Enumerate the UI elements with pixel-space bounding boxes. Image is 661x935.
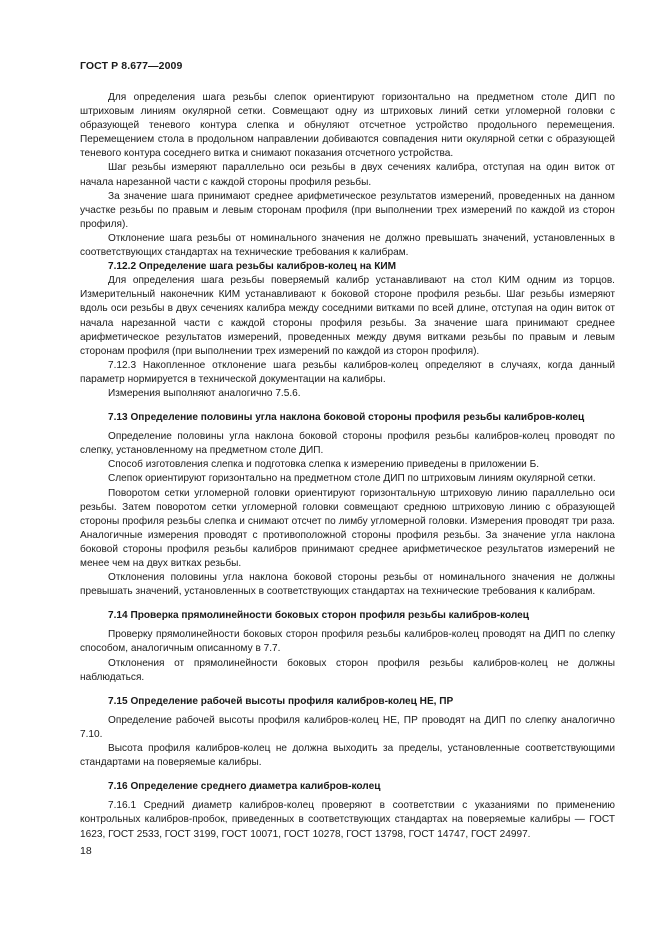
paragraph: 7.12.3 Накопленное отклонение шага резьбы калибров-колец определяют в случаях, когда данный параметр нормируется в технической документации на калибры. bbox=[80, 359, 615, 385]
paragraph: Определение половины угла наклона боковой стороны профиля резьбы калибров-колец проводят по слепку, установленному на предметном столе ДИП. bbox=[80, 431, 615, 457]
paragraph: 7.16.1 Средний диаметр калибров-колец проверяют в соответствии с указаниями по применению контрольных калибров-пробок, приведенных в соответствующих стандартах на поверяемые калибры — ГОСТ 1623, ГОСТ 2533, ГОСТ 3199, ГОСТ 10071, ГОСТ 10278, ГОСТ 13798, ГОСТ 14747, ГОСТ 24997. bbox=[80, 800, 615, 840]
section-heading: 7.13 Определение половины угла наклона боковой стороны профиля резьбы калибров-колец bbox=[108, 412, 585, 424]
page-number: 18 bbox=[80, 845, 92, 857]
paragraph: Поворотом сетки угломерной головки ориентируют горизонтальную штриховую линию параллельно оси резьбы. Затем поворотом сетки угломерной головки совмещают среднюю штриховую линию с образующей стороны профиля резьбы слепка и снимают отсчет по лимбу угломерной головки. Измерения проводят три раза. Аналогичные измерения проводят с противоположной стороны профиля резьбы. За значение угла наклона боковой стороны профиля резьбы калибров принимают среднее арифметическое результатов измерений не менее чем на двух витках резьбы. bbox=[80, 487, 615, 569]
paragraph: Слепок ориентируют горизонтально на предметном столе ДИП по штриховым линиям окулярной сетки. bbox=[108, 473, 596, 485]
paragraph: Способ изготовления слепка и подготовка слепка к измерению приведены в приложении Б. bbox=[108, 459, 539, 471]
document-header: ГОСТ Р 8.677—2009 bbox=[80, 60, 183, 72]
document-body bbox=[80, 91, 615, 842]
subsection-heading: 7.12.2 Определение шага резьбы калибров-колец на КИМ bbox=[108, 261, 397, 273]
paragraph: Для определения шага резьбы поверяемый калибр устанавливают на стол КИМ одним из торцов. Измерительный наконечник КИМ устанавливают к боковой стороне профиля резьбы. Шаг резьбы измеряют вдоль оси резьбы в двух сечениях калибра между соседними витками по всей длине, отступая на один виток от начала нарезанной части с каждой стороны профиля резьбы. За значение шага принимают среднее арифметическое результатов измерений, проведенных между двумя витками резьбы по правым и левым сторонам профиля (при выполнении трех измерений по каждой из сторон профиля). bbox=[80, 275, 615, 357]
paragraph: Отклонение шага резьбы от номинального значения не должно превышать значений, установленных в соответствующих стандартах на технические требования к калибрам. bbox=[80, 232, 615, 259]
paragraph: Отклонения от прямолинейности боковых сторон профиля резьбы калибров-колец не должны наблюдаться. bbox=[80, 657, 615, 683]
section-heading: 7.15 Определение рабочей высоты профиля калибров-колец НЕ, ПР bbox=[108, 695, 454, 707]
section-heading: 7.16 Определение среднего диаметра калибров-колец bbox=[108, 781, 381, 793]
paragraph: Определение рабочей высоты профиля калибров-колец НЕ, ПР проводят на ДИП по слепку аналогично 7.10. bbox=[80, 714, 615, 740]
paragraph: Измерения выполняют аналогично 7.5.6. bbox=[108, 387, 301, 399]
paragraph: Шаг резьбы измеряют параллельно оси резьбы в двух сечениях калибра, отступая на один виток от начала нарезанной части с каждой стороны профиля резьбы. bbox=[80, 162, 615, 188]
paragraph: Проверку прямолинейности боковых сторон профиля резьбы калибров-колец проводят на ДИП по слепку способом, аналогичным описанному в 7.7. bbox=[80, 629, 615, 655]
paragraph: Отклонения половины угла наклона боковой стороны резьбы от номинального значения не должны превышать значений, установленных в соответствующих стандартах на технические требования к калибрам. bbox=[80, 572, 615, 598]
section-heading: 7.14 Проверка прямолинейности боковых сторон профиля резьбы калибров-колец bbox=[108, 610, 529, 622]
paragraph: За значение шага принимают среднее арифметическое результатов измерений, проведенных на данном участке резьбы по правым и левым сторонам профиля (при выполнении трех измерений по каждой из сторон профиля). bbox=[80, 190, 615, 230]
paragraph: Высота профиля калибров-колец не должна выходить за пределы, установленные соответствующими стандартами на поверяемые калибры. bbox=[80, 743, 615, 769]
paragraph: Для определения шага резьбы слепок ориентируют горизонтально на предметном столе ДИП по штриховым линиям окулярной сетки. Совмещают одну из штриховых линий сетки угломерной головки с образующей теневого контура слепка и обнуляют отсчетное устройство продольного перемещения. Перемещением стола в продольном направлении добиваются совпадения нити окулярной сетки с образующей теневого контура соседнего витка и снимают показания отсчетного устройства. bbox=[80, 92, 615, 160]
